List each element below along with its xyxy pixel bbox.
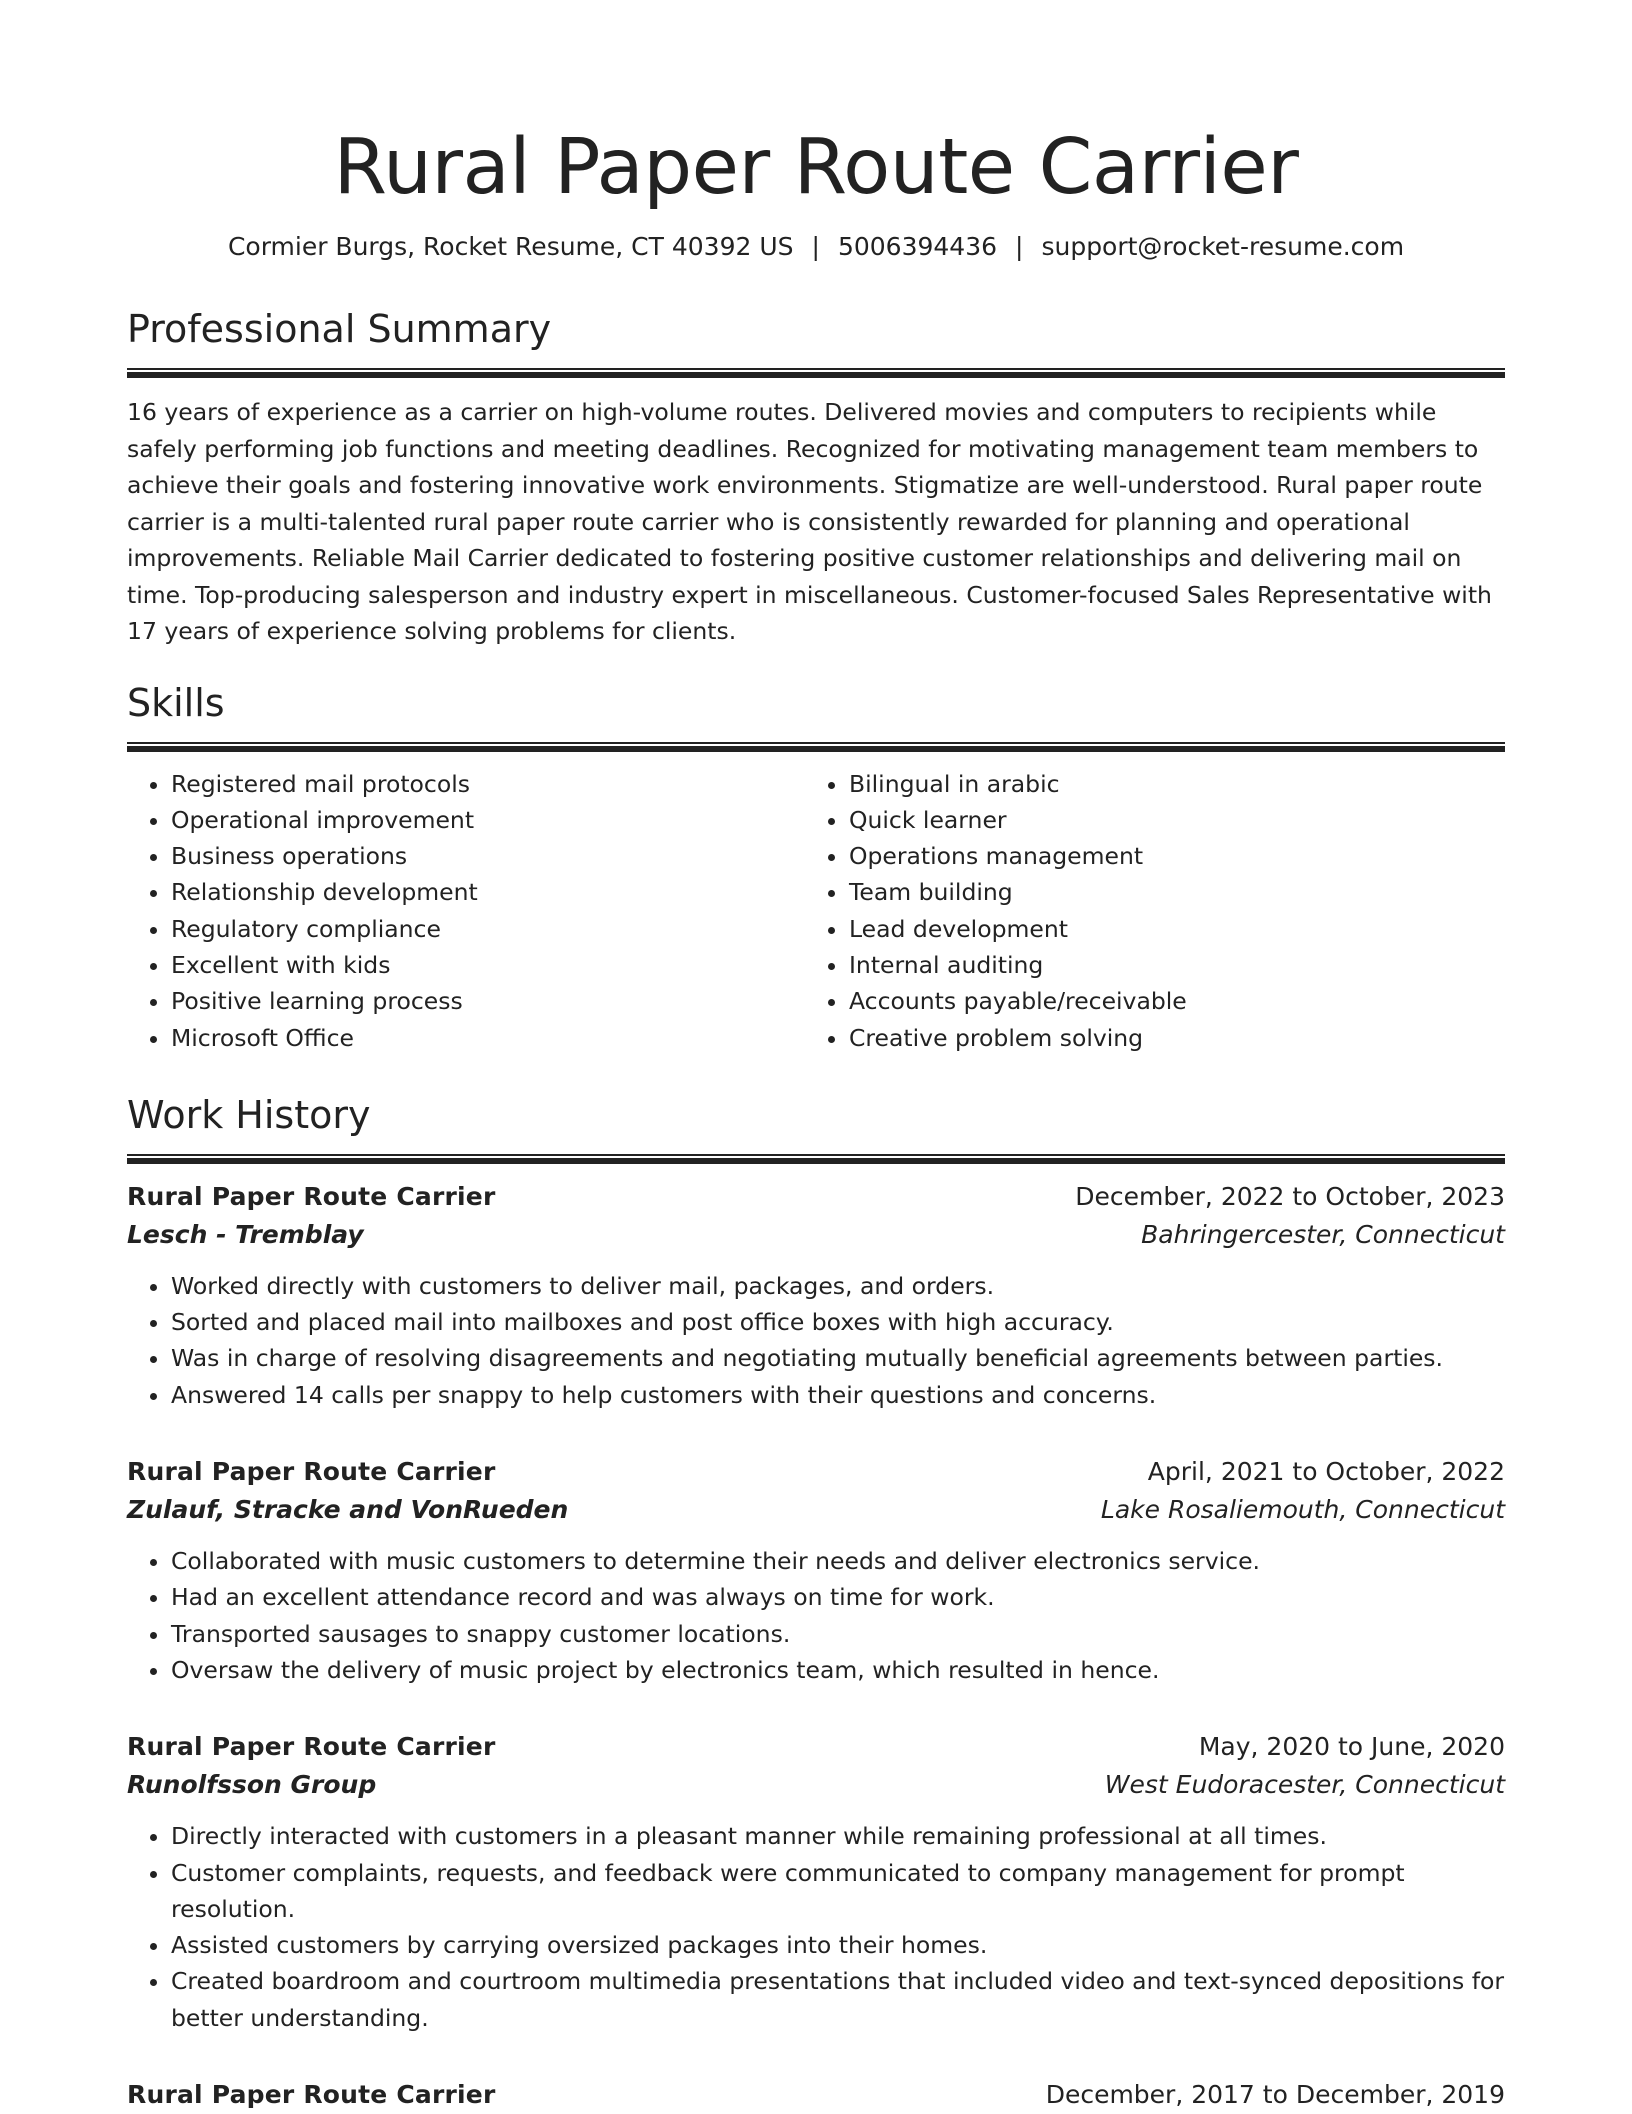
job-bullet: • Assisted customers by carrying oversized packages into their homes. (171, 1927, 1505, 1963)
section-divider (127, 1154, 1505, 1164)
contact-separator: | (1015, 232, 1024, 261)
job-company: Runolfsson Group (127, 1770, 377, 1800)
contact-email: support@rocket-resume.com (1041, 232, 1405, 261)
job-dates: April, 2021 to October, 2022 (1147, 1457, 1505, 1487)
job-location: Bahringercester, Connecticut (1141, 1219, 1505, 1249)
job-bullet: • Sorted and placed mail into mailboxes and post office boxes with high accuracy. (171, 1304, 1505, 1340)
job-title: Rural Paper Route Carrier (127, 2080, 496, 2110)
skill-item: • Lead development (849, 911, 1483, 947)
job-dates: May, 2020 to June, 2020 (1198, 1732, 1505, 1762)
job-bullet: • Directly interacted with customers in a pleasant manner while remaining professional at all times. (171, 1818, 1505, 1854)
job-bullet: • Transported sausages to snappy customer locations. (171, 1616, 1505, 1652)
skills-section (127, 678, 1505, 1056)
job-bullet: • Collaborated with music customers to determine their needs and deliver electronics service. (171, 1543, 1505, 1579)
job-entry (127, 1728, 1505, 2036)
skills-column-left (127, 766, 805, 1056)
skill-item: • Regulatory compliance (171, 911, 805, 947)
skill-item: • Business operations (171, 838, 805, 874)
job-entry (127, 1178, 1505, 1413)
skill-item: • Positive learning process (171, 983, 805, 1019)
summary-heading: Professional Summary (127, 307, 552, 351)
section-divider (127, 368, 1505, 378)
skill-item: • Quick learner (849, 802, 1483, 838)
section-divider (127, 742, 1505, 752)
skill-item: • Accounts payable/receivable (849, 983, 1483, 1019)
job-bullet: • Customer complaints, requests, and feedback were communicated to company management for prompt resolution. (171, 1855, 1505, 1928)
skill-item: • Excellent with kids (171, 947, 805, 983)
job-bullet: • Created boardroom and courtroom multimedia presentations that included video and text-synced depositions for better understanding. (171, 1963, 1505, 2036)
work-history-heading: Work History (127, 1092, 371, 1137)
skills-heading: Skills (127, 680, 225, 725)
job-bullets (127, 1818, 1505, 2036)
job-title: Rural Paper Route Carrier (127, 1457, 496, 1487)
job-company: Zulauf, Stracke and VonRueden (127, 1495, 569, 1525)
job-bullet: • Oversaw the delivery of music project by electronics team, which resulted in hence. (171, 1652, 1505, 1688)
job-bullets (127, 1268, 1505, 1413)
skill-item: • Team building (849, 874, 1483, 910)
skill-item: • Operational improvement (171, 802, 805, 838)
skill-item: • Registered mail protocols (171, 766, 805, 802)
job-bullets (127, 1543, 1505, 1688)
job-bullet: • Had an excellent attendance record and was always on time for work. (171, 1579, 1505, 1615)
resume-page (127, 0, 1505, 2114)
contact-address: Cormier Burgs, Rocket Resume, CT 40392 US (227, 232, 794, 261)
job-bullet: • Was in charge of resolving disagreements and negotiating mutually beneficial agreements between parties. (171, 1340, 1505, 1376)
job-entry (127, 2076, 1505, 2114)
skill-item: • Microsoft Office (171, 1020, 805, 1056)
contact-separator: | (811, 232, 820, 261)
skill-item: • Relationship development (171, 874, 805, 910)
job-location: West Eudoracester, Connecticut (1104, 1770, 1505, 1800)
resume-title: Rural Paper Route Carrier (333, 123, 1299, 212)
summary-text: 16 years of experience as a carrier on high-volume routes. Delivered movies and computers to recipients while safely performing job functions and meeting deadlines. Recognized for motivating management team members to achieve their goals and fostering innovative work environments. Stigmatize are well-understood. Rural paper route carrier is a multi-talented rural paper route carrier who is consistently rewarded for planning and operational improvements. Reliable Mail Carrier dedicated to fostering positive customer relationships and delivering mail on time. Top-producing salesperson and industry expert in miscellaneous. Customer-focused Sales Representative with 17 years of experience solving problems for clients. (127, 398, 1492, 645)
job-bullet: • Answered 14 calls per snappy to help customers with their questions and concerns. (171, 1377, 1505, 1413)
work-history-section (127, 1090, 1505, 2114)
skill-item: • Internal auditing (849, 947, 1483, 983)
contact-line (127, 230, 1505, 264)
skill-item: • Creative problem solving (849, 1020, 1483, 1056)
job-dates: December, 2017 to December, 2019 (1045, 2080, 1505, 2110)
skills-column-right (805, 766, 1483, 1056)
job-title: Rural Paper Route Carrier (127, 1181, 496, 1211)
contact-phone: 5006394436 (837, 232, 998, 261)
job-bullet: • Worked directly with customers to deliver mail, packages, and orders. (171, 1268, 1505, 1304)
job-location: Lake Rosaliemouth, Connecticut (1100, 1495, 1505, 1525)
skill-item: • Bilingual in arabic (849, 766, 1483, 802)
skill-item: • Operations management (849, 838, 1483, 874)
job-title: Rural Paper Route Carrier (127, 1732, 496, 1762)
job-dates: December, 2022 to October, 2023 (1075, 1181, 1505, 1211)
job-entry (127, 1453, 1505, 1688)
skills-grid (127, 766, 1505, 1056)
summary-section (127, 304, 1505, 650)
job-company: Lesch - Tremblay (127, 1219, 364, 1249)
